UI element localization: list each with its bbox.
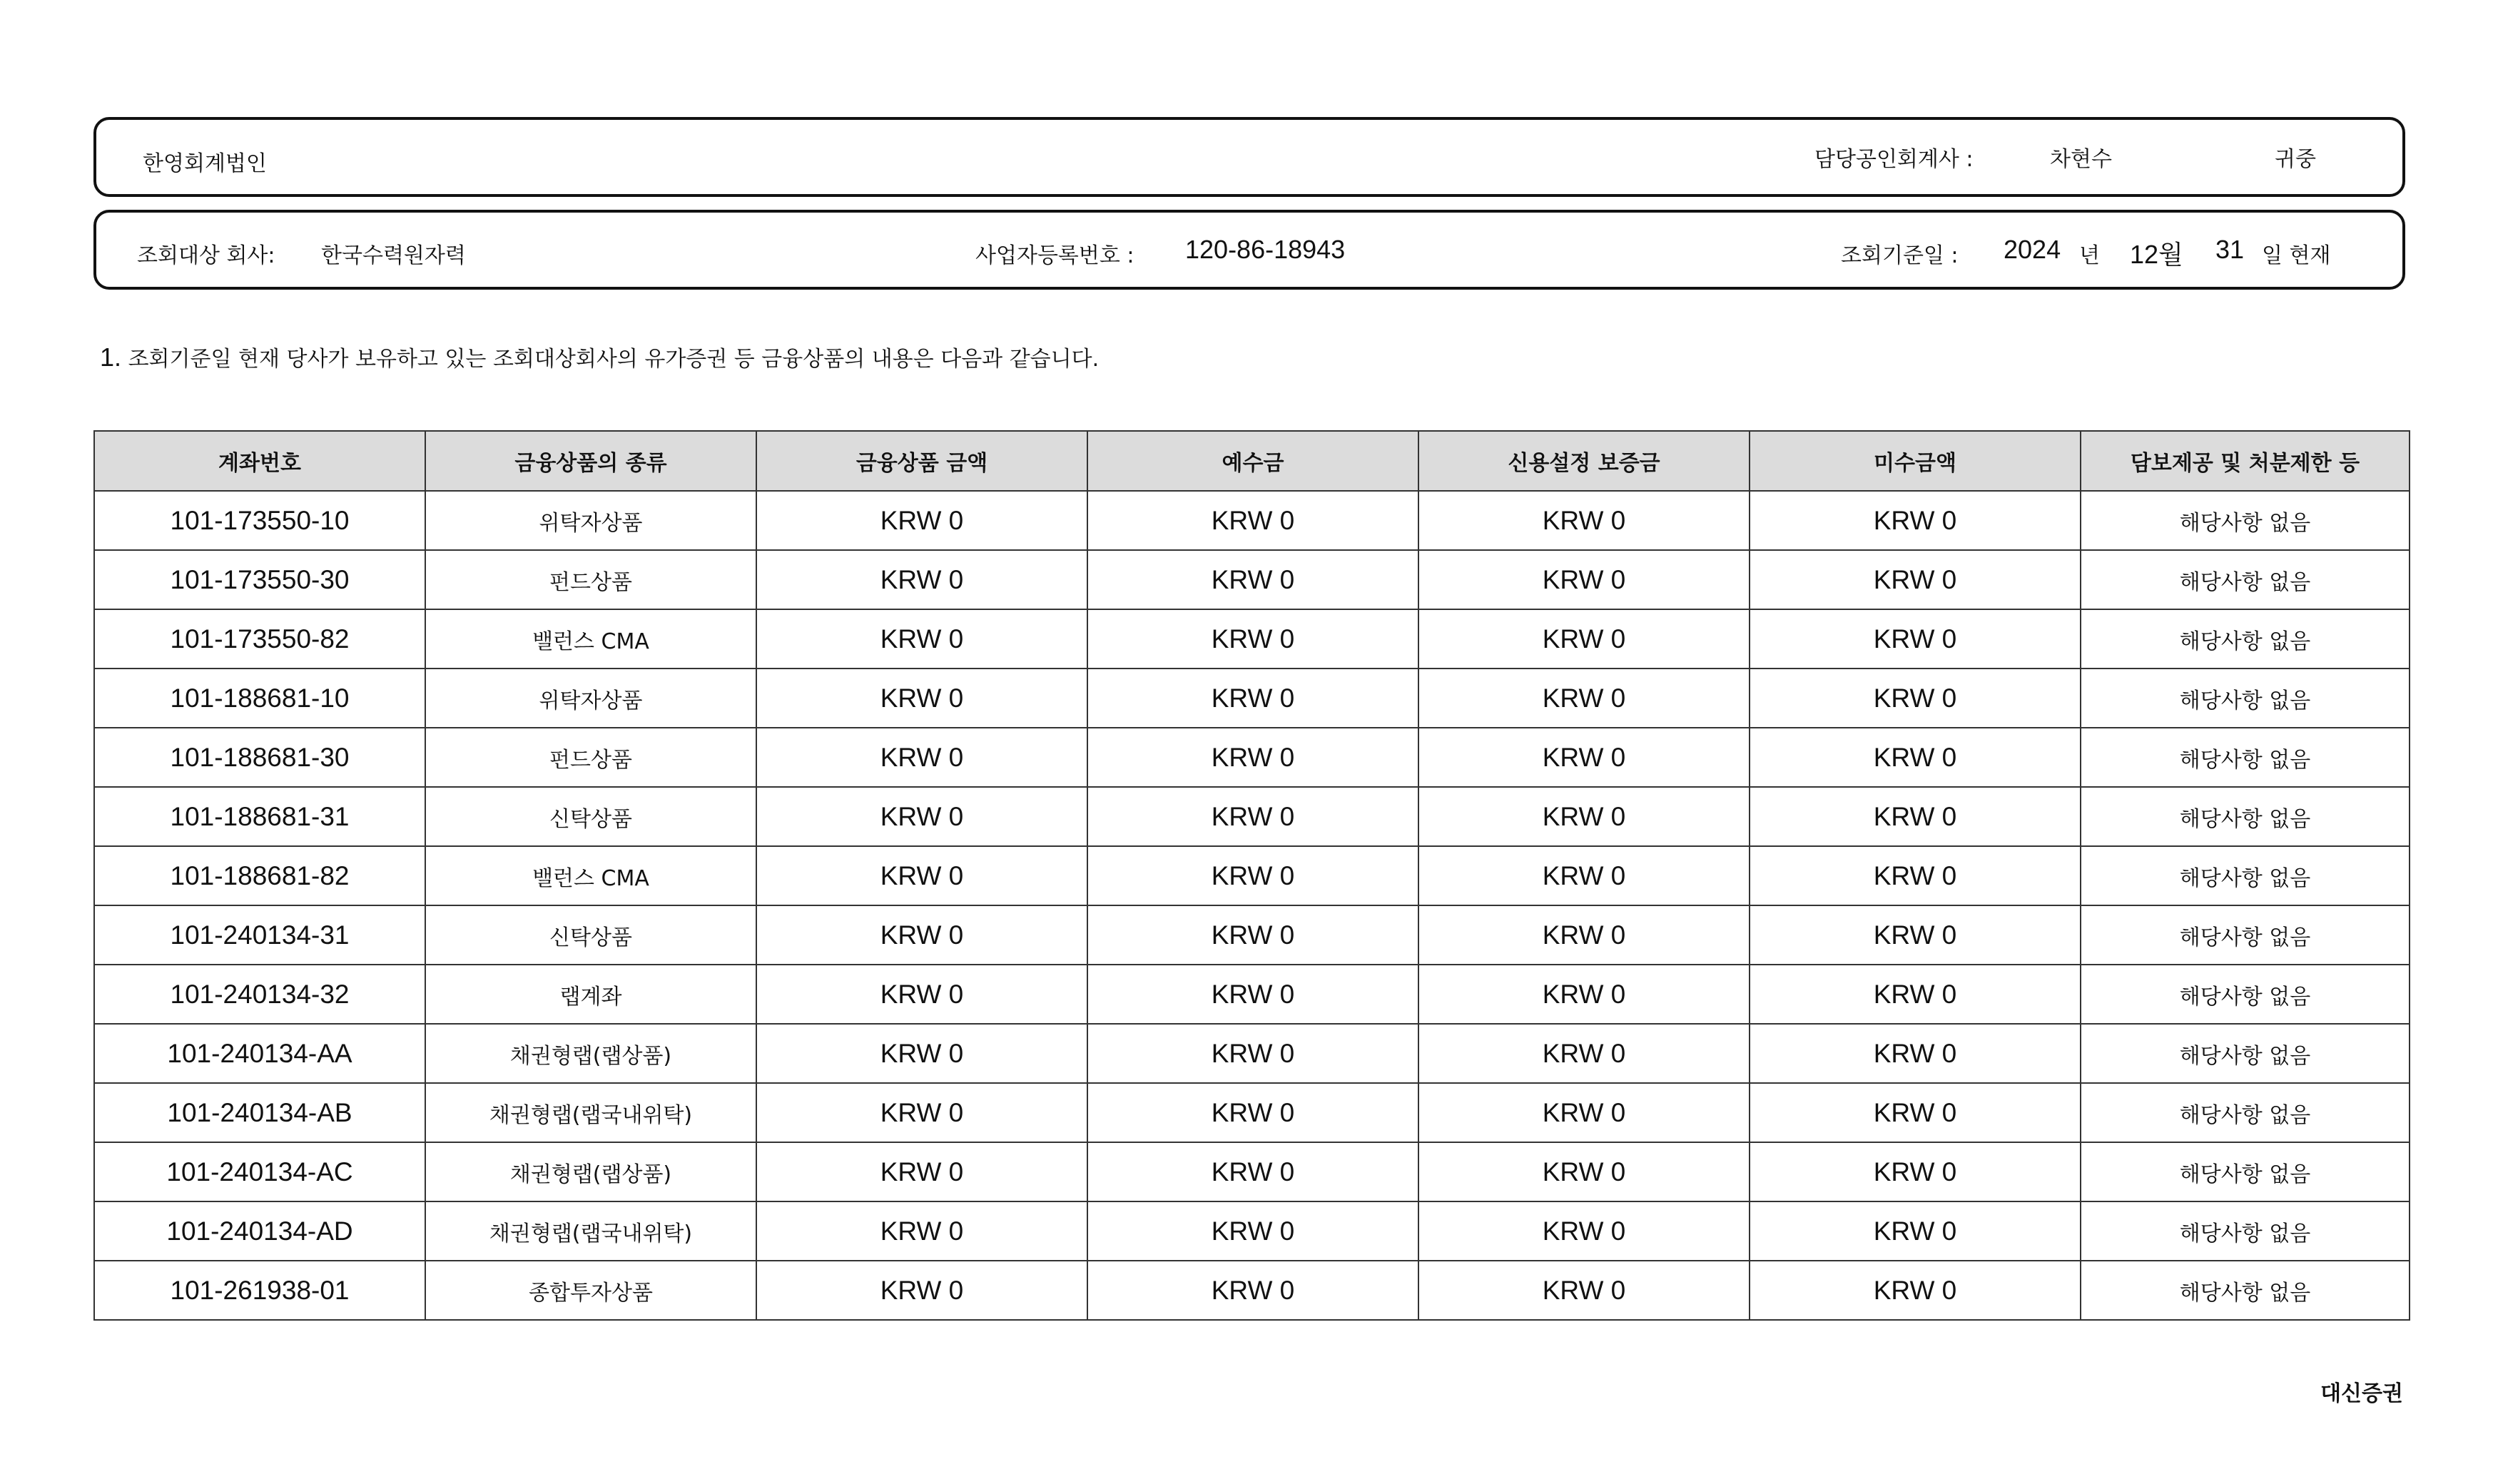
collateral-cell: 해당사항 없음 (2081, 728, 2410, 787)
receivable-cell: KRW 0 (1750, 1142, 2081, 1201)
table-row (94, 1261, 2410, 1320)
product-amount-cell: KRW 0 (756, 846, 1087, 905)
product-amount-cell: KRW 0 (756, 491, 1087, 550)
credit-deposit-cell: KRW 0 (1418, 905, 1750, 965)
account-number-cell: 101-188681-30 (94, 728, 425, 787)
account-number-cell: 101-173550-30 (94, 550, 425, 609)
reference-day: 31 (2215, 235, 2245, 264)
deposit-cell: KRW 0 (1087, 1024, 1418, 1083)
day-suffix: 일 현재 (2262, 243, 2331, 268)
audit-firm-name: 한영회계법인 (143, 151, 267, 176)
column-header-product-type: 금융상품의 종류 (425, 431, 756, 491)
cpa-name: 차현수 (2050, 147, 2112, 172)
deposit-cell: KRW 0 (1087, 550, 1418, 609)
intro-number: 1. (100, 342, 122, 372)
collateral-cell: 해당사항 없음 (2081, 1261, 2410, 1320)
table-row (94, 728, 2410, 787)
receivable-cell: KRW 0 (1750, 1024, 2081, 1083)
collateral-cell: 해당사항 없음 (2081, 669, 2410, 728)
credit-deposit-cell: KRW 0 (1418, 669, 1750, 728)
table-row (94, 965, 2410, 1024)
collateral-cell: 해당사항 없음 (2081, 491, 2410, 550)
reference-year: 2024 (2004, 235, 2061, 264)
product-amount-cell: KRW 0 (756, 787, 1087, 846)
receivable-cell: KRW 0 (1750, 609, 2081, 669)
account-number-cell: 101-240134-31 (94, 905, 425, 965)
reference-date-label: 조회기준일 : (1841, 243, 1959, 268)
table-row (94, 609, 2410, 669)
business-number-label: 사업자등록번호 : (975, 243, 1134, 268)
credit-deposit-cell: KRW 0 (1418, 728, 1750, 787)
account-number-cell: 101-240134-AC (94, 1142, 425, 1201)
product-type-cell: 채권형랩(랩상품) (425, 1024, 756, 1083)
deposit-cell: KRW 0 (1087, 1142, 1418, 1201)
deposit-cell: KRW 0 (1087, 1201, 1418, 1261)
column-header-product-amount: 금융상품 금액 (756, 431, 1087, 491)
reference-month: 12월 (2130, 240, 2183, 269)
table-row (94, 669, 2410, 728)
product-amount-cell: KRW 0 (756, 905, 1087, 965)
receivable-cell: KRW 0 (1750, 1083, 2081, 1142)
product-type-cell: 위탁자상품 (425, 669, 756, 728)
table-row (94, 1142, 2410, 1201)
deposit-cell: KRW 0 (1087, 728, 1418, 787)
product-type-cell: 채권형랩(랩상품) (425, 1142, 756, 1201)
collateral-cell: 해당사항 없음 (2081, 787, 2410, 846)
account-number-cell: 101-188681-82 (94, 846, 425, 905)
receivable-cell: KRW 0 (1750, 728, 2081, 787)
credit-deposit-cell: KRW 0 (1418, 787, 1750, 846)
collateral-cell: 해당사항 없음 (2081, 965, 2410, 1024)
product-amount-cell: KRW 0 (756, 728, 1087, 787)
product-type-cell: 위탁자상품 (425, 491, 756, 550)
account-number-cell: 101-173550-10 (94, 491, 425, 550)
product-type-cell: 종합투자상품 (425, 1261, 756, 1320)
column-header-credit-deposit: 신용설정 보증금 (1418, 431, 1750, 491)
account-number-cell: 101-173550-82 (94, 609, 425, 669)
brokerage-name: 대신증권 (2320, 1381, 2403, 1406)
receivable-cell: KRW 0 (1750, 787, 2081, 846)
receivable-cell: KRW 0 (1750, 491, 2081, 550)
product-amount-cell: KRW 0 (756, 609, 1087, 669)
credit-deposit-cell: KRW 0 (1418, 846, 1750, 905)
cpa-label: 담당공인회계사 : (1814, 147, 1974, 172)
business-number: 120-86-18943 (1185, 235, 1346, 264)
collateral-cell: 해당사항 없음 (2081, 846, 2410, 905)
credit-deposit-cell: KRW 0 (1418, 491, 1750, 550)
deposit-cell: KRW 0 (1087, 965, 1418, 1024)
credit-deposit-cell: KRW 0 (1418, 1261, 1750, 1320)
deposit-cell: KRW 0 (1087, 609, 1418, 669)
table-row (94, 1083, 2410, 1142)
collateral-cell: 해당사항 없음 (2081, 609, 2410, 669)
company-name: 한국수력원자력 (321, 243, 466, 268)
receivable-cell: KRW 0 (1750, 846, 2081, 905)
year-unit: 년 (2079, 243, 2100, 268)
product-amount-cell: KRW 0 (756, 1083, 1087, 1142)
product-type-cell: 채권형랩(랩국내위탁) (425, 1083, 756, 1142)
deposit-cell: KRW 0 (1087, 787, 1418, 846)
credit-deposit-cell: KRW 0 (1418, 1083, 1750, 1142)
collateral-cell: 해당사항 없음 (2081, 1142, 2410, 1201)
column-header-deposit: 예수금 (1087, 431, 1418, 491)
account-number-cell: 101-188681-31 (94, 787, 425, 846)
intro-statement (100, 341, 1099, 372)
receivable-cell: KRW 0 (1750, 905, 2081, 965)
deposit-cell: KRW 0 (1087, 846, 1418, 905)
table-row (94, 1024, 2410, 1083)
financial-products-table (93, 430, 2410, 1321)
receivable-cell: KRW 0 (1750, 669, 2081, 728)
credit-deposit-cell: KRW 0 (1418, 1142, 1750, 1201)
intro-text: 조회기준일 현재 당사가 보유하고 있는 조회대상회사의 유가증권 등 금융상품의 내용은 다음과 같습니다. (128, 347, 1100, 372)
product-amount-cell: KRW 0 (756, 669, 1087, 728)
account-number-cell: 101-240134-AB (94, 1083, 425, 1142)
deposit-cell: KRW 0 (1087, 669, 1418, 728)
collateral-cell: 해당사항 없음 (2081, 1083, 2410, 1142)
account-number-cell: 101-240134-AD (94, 1201, 425, 1261)
table-header-row (94, 431, 2410, 491)
account-number-cell: 101-240134-32 (94, 965, 425, 1024)
product-type-cell: 밸런스 CMA (425, 609, 756, 669)
table-row (94, 846, 2410, 905)
honorific: 귀중 (2275, 147, 2316, 172)
credit-deposit-cell: KRW 0 (1418, 609, 1750, 669)
receivable-cell: KRW 0 (1750, 550, 2081, 609)
product-type-cell: 채권형랩(랩국내위탁) (425, 1201, 756, 1261)
account-number-cell: 101-261938-01 (94, 1261, 425, 1320)
credit-deposit-cell: KRW 0 (1418, 550, 1750, 609)
table-row (94, 550, 2410, 609)
table-row (94, 491, 2410, 550)
table-row (94, 905, 2410, 965)
collateral-cell: 해당사항 없음 (2081, 1201, 2410, 1261)
collateral-cell: 해당사항 없음 (2081, 1024, 2410, 1083)
collateral-cell: 해당사항 없음 (2081, 550, 2410, 609)
product-type-cell: 신탁상품 (425, 905, 756, 965)
column-header-collateral: 담보제공 및 처분제한 등 (2081, 431, 2410, 491)
column-header-receivable: 미수금액 (1750, 431, 2081, 491)
receivable-cell: KRW 0 (1750, 965, 2081, 1024)
product-amount-cell: KRW 0 (756, 965, 1087, 1024)
product-type-cell: 펀드상품 (425, 728, 756, 787)
product-amount-cell: KRW 0 (756, 1201, 1087, 1261)
table-row (94, 787, 2410, 846)
product-amount-cell: KRW 0 (756, 1142, 1087, 1201)
account-number-cell: 101-188681-10 (94, 669, 425, 728)
product-type-cell: 펀드상품 (425, 550, 756, 609)
receivable-cell: KRW 0 (1750, 1201, 2081, 1261)
product-type-cell: 밸런스 CMA (425, 846, 756, 905)
deposit-cell: KRW 0 (1087, 905, 1418, 965)
credit-deposit-cell: KRW 0 (1418, 1201, 1750, 1261)
collateral-cell: 해당사항 없음 (2081, 905, 2410, 965)
credit-deposit-cell: KRW 0 (1418, 965, 1750, 1024)
deposit-cell: KRW 0 (1087, 491, 1418, 550)
receivable-cell: KRW 0 (1750, 1261, 2081, 1320)
column-header-account-number: 계좌번호 (94, 431, 425, 491)
company-label: 조회대상 회사: (137, 243, 275, 268)
account-number-cell: 101-240134-AA (94, 1024, 425, 1083)
product-amount-cell: KRW 0 (756, 1261, 1087, 1320)
product-type-cell: 신탁상품 (425, 787, 756, 846)
credit-deposit-cell: KRW 0 (1418, 1024, 1750, 1083)
product-amount-cell: KRW 0 (756, 550, 1087, 609)
table-body (94, 491, 2410, 1320)
deposit-cell: KRW 0 (1087, 1083, 1418, 1142)
product-amount-cell: KRW 0 (756, 1024, 1087, 1083)
table-row (94, 1201, 2410, 1261)
deposit-cell: KRW 0 (1087, 1261, 1418, 1320)
product-type-cell: 랩계좌 (425, 965, 756, 1024)
